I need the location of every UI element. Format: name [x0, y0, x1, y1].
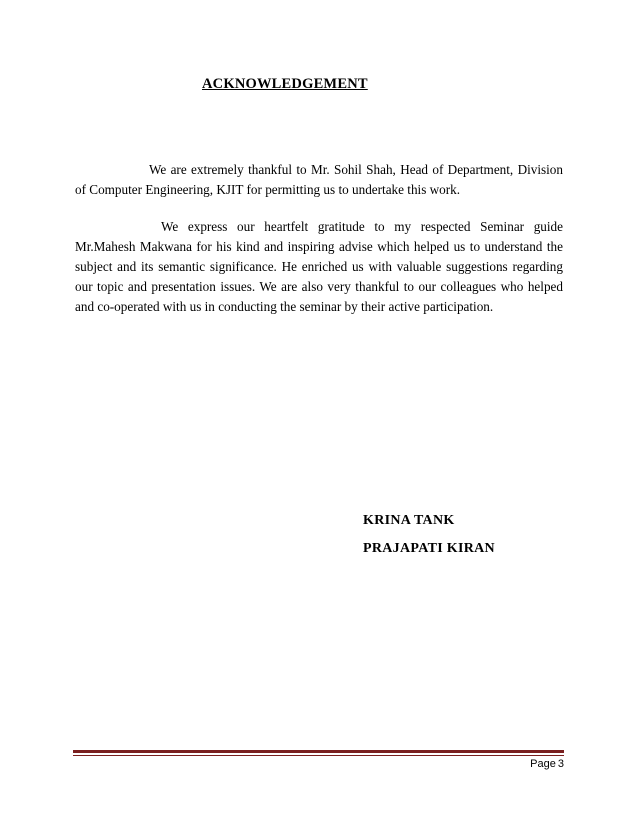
- footer-rule-thick: [73, 750, 564, 753]
- signatories: [363, 507, 495, 563]
- signatory-name: KRINA TANK: [363, 513, 455, 528]
- page-footer: [0, 758, 564, 770]
- paragraph-gratitude: We express our heartfelt gratitude to my respected Seminar guide Mr.Mahesh Makwana for his kind and inspiring advise which helped us to understand the subject and its semantic significance. He enriched us with valuable suggestions regarding our topic and presentation issues. We are also very thankful to our colleagues who helped and co-operated with us in conducting the seminar by their active participation.: [75, 219, 563, 314]
- page-number: 3: [557, 758, 564, 770]
- signatory-name: PRAJAPATI KIRAN: [363, 541, 495, 556]
- paragraph-thanks: We are extremely thankful to Mr. Sohil Shah, Head of Department, Division of Computer Engineering, KJIT for permitting us to undertake this work.: [75, 162, 563, 197]
- page-label: Page: [530, 758, 556, 770]
- page-title: ACKNOWLEDGEMENT: [202, 76, 368, 92]
- footer-rule-thin: [73, 755, 564, 756]
